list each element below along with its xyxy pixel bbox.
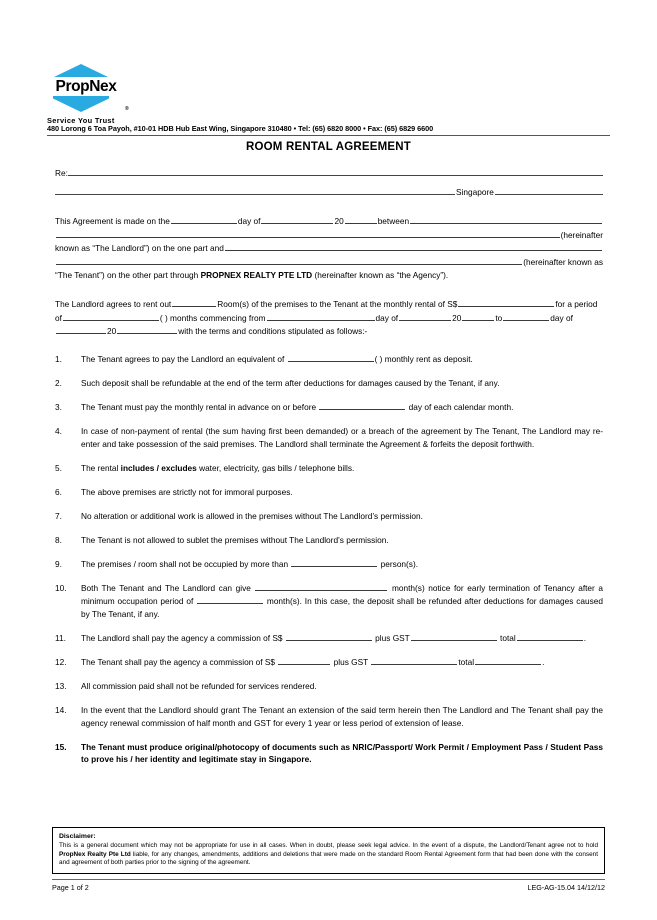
- clause-item: [55, 741, 603, 766]
- singapore-label: Singapore: [456, 186, 494, 197]
- disclaimer-text-part-a: This is a general document which may not be appropriate for use in all cases. When in doubt, please seek legal advice. In the event of a dispute, the Landlord/Tenant agree not to hold: [59, 842, 598, 849]
- agreement-text-20: 20: [334, 216, 344, 227]
- clause-text-segment: No alteration or additional work is allowed in the premises without The Landlord’s permission.: [81, 511, 423, 522]
- clause-text-segment: .: [583, 632, 587, 643]
- rental-text-for-a-period: for a period: [555, 299, 598, 310]
- rental-text-months-commencing: ( ) months commencing from: [159, 312, 266, 323]
- footer-divider: [52, 879, 605, 880]
- clause-item: [55, 680, 603, 693]
- rental-text-monthly-rental: Room(s) of the premises to the Tenant at the monthly rental of S$: [217, 299, 458, 310]
- clause-number: 2.: [55, 378, 62, 389]
- rental-commence-year-input[interactable]: [462, 311, 494, 321]
- re-line-1: [55, 166, 603, 180]
- propnex-logo: [47, 64, 139, 112]
- clause-text-segment: The Tenant shall pay the agency a commission of S$: [81, 656, 278, 667]
- logo-wordmark: PropNex: [47, 77, 125, 96]
- clause-text-segment: total: [458, 656, 475, 667]
- clause-emphasis: includes / excludes: [120, 462, 197, 473]
- agreement-line-5: [55, 269, 603, 282]
- clause-input-blank[interactable]: [197, 595, 263, 604]
- clause-item: [55, 656, 603, 669]
- clause-number: 5.: [55, 462, 62, 473]
- clause-text-segment: month(s). In this case, the deposit shall be refunded after deductions for damages caused by The Tenant, if any.: [81, 595, 604, 619]
- rental-rooms-input[interactable]: [172, 297, 216, 307]
- rental-text-20-end: 20: [107, 326, 117, 337]
- page-title: ROOM RENTAL AGREEMENT: [246, 141, 411, 153]
- letterhead: [47, 64, 610, 136]
- clause-text: [81, 558, 603, 571]
- clause-text: [81, 582, 603, 620]
- agreement-landlord-name-input-2[interactable]: [56, 228, 560, 238]
- clause-text: [81, 353, 603, 366]
- rental-terms-line-3: [55, 324, 603, 338]
- rental-commence-day-input[interactable]: [267, 311, 375, 321]
- rental-end-year-input[interactable]: [117, 324, 177, 334]
- clause-text: [81, 632, 603, 645]
- clause-text-segment: The premises / room shall not be occupied by more than: [81, 559, 291, 570]
- agreement-line-2: [55, 228, 603, 242]
- agreement-text-hereinafter-1: (hereinafter: [560, 229, 603, 240]
- agency-name: PROPNEX REALTY PTE LTD: [200, 269, 313, 280]
- clause-text-segment: ( ) monthly rent as deposit.: [374, 353, 473, 364]
- clause-text-segment: In the event that the Landlord should grant The Tenant an extension of the said term herein then The Landlord and The Tenant shall pay the agency renewal commission of half month and GST for every 1 year or less period of extension of lease.: [81, 704, 603, 728]
- clause-text-segment: The above premises are strictly not for immoral purposes.: [81, 487, 293, 497]
- registered-mark-icon: ®: [125, 106, 129, 112]
- rental-text-20-start: 20: [452, 312, 462, 323]
- clause-text-segment: Both The Tenant and The Landlord can give: [81, 583, 255, 594]
- rental-terms-line-1: [55, 297, 603, 311]
- clause-input-blank[interactable]: [411, 632, 497, 641]
- clause-item: [55, 510, 603, 523]
- clause-text: [81, 425, 603, 450]
- re-block: [55, 166, 603, 198]
- clause-text-segment: total: [497, 632, 516, 643]
- clause-text: [81, 704, 603, 729]
- re-postal-input-line[interactable]: [495, 185, 603, 195]
- clause-input-blank[interactable]: [286, 632, 372, 641]
- disclaimer-company-name: PropNex Realty Pte Ltd: [59, 850, 131, 858]
- clause-number: 9.: [55, 559, 62, 570]
- agreement-intro-paragraph: [55, 214, 603, 281]
- clause-text-segment: The rental: [81, 462, 121, 473]
- clause-item: [55, 534, 603, 547]
- clause-text-segment: The Landlord shall pay the agency a commission of S$: [81, 632, 285, 643]
- clause-text: [81, 534, 603, 547]
- agreement-text-landlord-one-part: known as “The Landlord”) on the one part and: [55, 243, 224, 254]
- clause-item: [55, 486, 603, 499]
- agreement-text-tenant-other-part: “The Tenant”) on the other part through: [55, 269, 199, 280]
- rental-text-to: to: [495, 312, 503, 323]
- clause-text: [81, 486, 603, 499]
- clause-text: [81, 510, 603, 523]
- agreement-line-4: [55, 255, 603, 269]
- rental-amount-input[interactable]: [458, 297, 554, 307]
- agreement-year-input[interactable]: [345, 214, 377, 224]
- document-reference-code: LEG-AG-15.04 14/12/12: [527, 883, 605, 892]
- clause-number: 13.: [55, 680, 67, 691]
- agreement-text-hereinafter-2: (hereinafter known as: [523, 256, 603, 267]
- clause-number: 1.: [55, 353, 62, 364]
- rental-text-day-of-2: day of: [550, 312, 573, 323]
- rental-period-input[interactable]: [63, 311, 159, 321]
- clause-number: 11.: [55, 632, 66, 643]
- clause-input-blank[interactable]: [371, 656, 457, 665]
- agreement-line-1: [55, 214, 603, 228]
- clause-input-blank[interactable]: [475, 656, 541, 665]
- clause-text-segment: plus GST: [372, 632, 410, 643]
- clause-text-segment: All commission paid shall not be refunded for services rendered.: [81, 680, 317, 691]
- clause-input-blank[interactable]: [319, 401, 405, 410]
- logo-tagline: Service You Trust: [47, 116, 115, 125]
- clause-input-blank[interactable]: [278, 656, 330, 665]
- agreement-text-between: between: [377, 216, 410, 227]
- re-line-2: [55, 185, 603, 199]
- clause-text-segment: month(s) notice for early termination of Tenancy after a minimum occupation period of: [81, 583, 603, 606]
- rental-terms-paragraph: [55, 297, 603, 338]
- clause-text: [81, 656, 603, 669]
- clause-number: 8.: [55, 535, 62, 546]
- disclaimer-text: [59, 842, 598, 868]
- clause-text-segment: water, electricity, gas bills / telephone bills.: [196, 462, 355, 473]
- clause-number: 6.: [55, 487, 62, 497]
- agreement-text-agency-suffix: (hereinafter known as “the Agency”).: [314, 269, 449, 280]
- disclaimer-text-part-b: liable, for any changes, amendments, additions and deletions that were made on the standard Room Rental Agreement form that had been done with the consent and agreement of both parties prior to the signing of the agreement.: [59, 850, 598, 867]
- agreement-text-day-of: day of: [237, 216, 261, 227]
- clause-number: 15.: [55, 741, 67, 752]
- clause-text: [81, 680, 603, 693]
- rental-end-day-input[interactable]: [503, 311, 549, 321]
- clause-text-segment: The Tenant is not allowed to sublet the premises without The Landlord’s permission.: [81, 535, 389, 546]
- tagline-row: [47, 106, 610, 125]
- agreement-tenant-name-input-2[interactable]: [56, 255, 522, 265]
- agreement-month-input[interactable]: [261, 214, 333, 224]
- clause-text: [81, 401, 603, 414]
- clause-text-segment: day of each calendar month.: [406, 402, 514, 413]
- clause-text: [81, 377, 603, 390]
- clause-text-segment: The Tenant agrees to pay the Landlord an equivalent of: [81, 353, 287, 364]
- rental-text-day-of: day of: [375, 312, 399, 323]
- clause-item: [55, 704, 603, 729]
- clause-item: [55, 401, 603, 414]
- clause-item: [55, 632, 603, 645]
- clause-input-blank[interactable]: [288, 353, 374, 362]
- clause-text-segment: The Tenant must produce original/photocopy of documents such as NRIC/Passport/ Work Permit / Employment Pass / Student Pass to prove his / her identity and legitimate stay in Singapore.: [81, 741, 603, 765]
- clause-text: [81, 741, 603, 766]
- clause-item: [55, 353, 603, 366]
- clause-item: [55, 582, 603, 620]
- agreement-day-input[interactable]: [171, 214, 237, 224]
- disclaimer-box: [52, 827, 605, 874]
- clause-text-segment: The Tenant must pay the monthly rental in advance on or before: [81, 402, 319, 413]
- clause-number: 10.: [55, 583, 67, 594]
- clause-input-blank[interactable]: [517, 632, 583, 641]
- re-input-line-1[interactable]: [68, 166, 603, 176]
- clause-number: 14.: [55, 704, 67, 715]
- clause-text-segment: person(s).: [378, 559, 419, 570]
- clause-text: [81, 462, 603, 475]
- clause-text-segment: In case of non-payment of rental (the sum having first been demanded) or a breach of the agreement by The Tenant, The Landlord may re-enter and take possession of the said premises. The Landlord shall terminate the Agreement & forfeits the deposit forthwith.: [81, 426, 603, 449]
- rental-end-month-input[interactable]: [56, 324, 106, 334]
- agreement-tenant-name-input[interactable]: [225, 241, 602, 251]
- agreement-landlord-name-input[interactable]: [410, 214, 602, 224]
- page-number-label: Page 1 of 2: [52, 883, 89, 892]
- clause-item: [55, 558, 603, 571]
- clause-input-blank[interactable]: [291, 558, 377, 567]
- clause-text-segment: plus GST: [331, 656, 371, 667]
- clause-number: 12.: [55, 656, 67, 667]
- rental-commence-month-input[interactable]: [399, 311, 451, 321]
- disclaimer-title: Disclaimer:: [59, 833, 96, 840]
- clause-item: [55, 462, 603, 475]
- clause-input-blank[interactable]: [255, 582, 387, 591]
- agreement-text-made-on: This Agreement is made on the: [55, 216, 170, 227]
- rental-text-of: of: [55, 312, 62, 323]
- document-body: [55, 166, 603, 777]
- clause-text-segment: .: [542, 656, 545, 667]
- page-footer: [52, 883, 605, 892]
- clause-number: 4.: [55, 426, 62, 437]
- rental-text-agrees-rent-out: The Landlord agrees to rent out: [55, 299, 172, 310]
- clause-item: [55, 377, 603, 390]
- clause-number: 3.: [55, 402, 62, 413]
- re-label: Re:: [55, 168, 68, 178]
- clause-item: [55, 425, 603, 450]
- clause-text-segment: Such deposit shall be refundable at the end of the term after deductions for damages caused by the Tenant, if any.: [81, 378, 500, 389]
- clause-list: [55, 353, 603, 766]
- re-input-line-2[interactable]: [55, 185, 455, 195]
- rental-text-conditions-follow: with the terms and conditions stipulated as follows:-: [178, 326, 368, 337]
- company-address: 480 Lorong 6 Toa Payoh, #10-01 HDB Hub East Wing, Singapore 310480 • Tel: (65) 6820 8000 • Fax: (65) 6829 6600: [47, 124, 434, 133]
- rental-terms-line-2: [55, 311, 603, 325]
- clause-number: 7.: [55, 511, 62, 522]
- header-divider: [47, 135, 610, 136]
- agreement-line-3: [55, 241, 603, 255]
